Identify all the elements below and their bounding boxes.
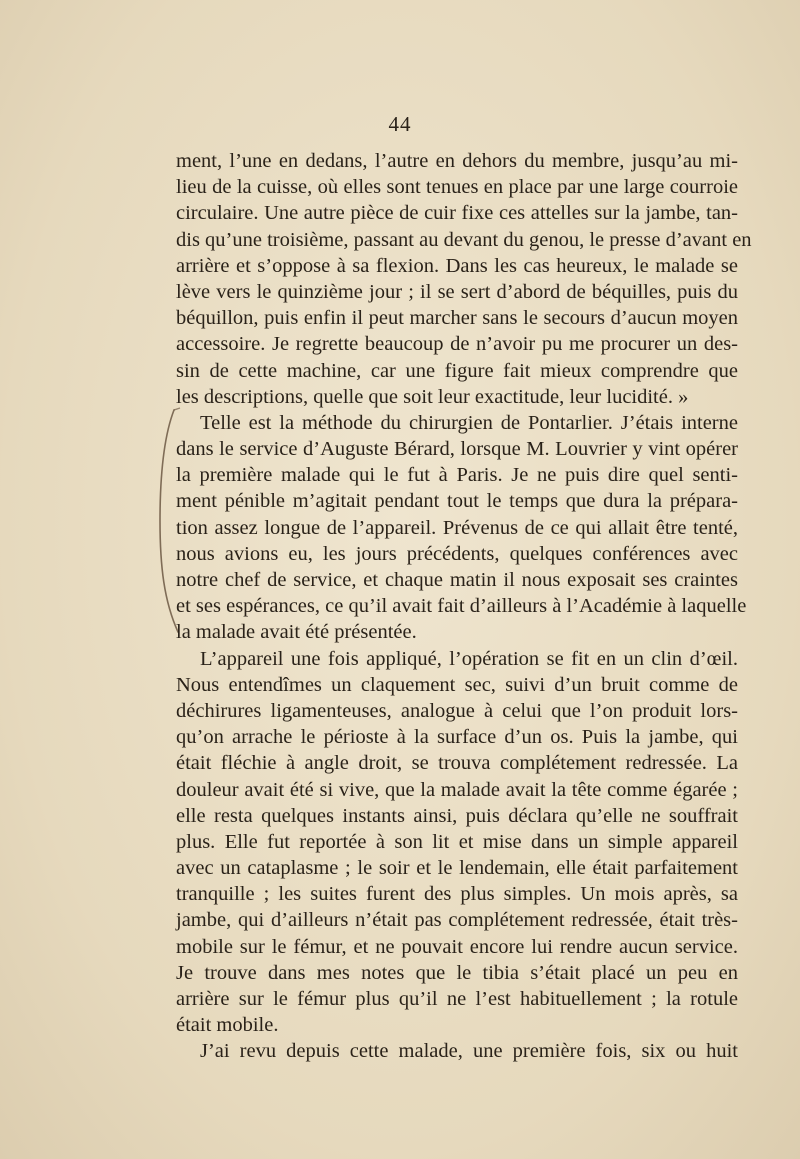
text-line: tion assez longue de l’appareil. Prévenus de ce qui allait être tenté, (176, 516, 738, 539)
text-line: arrière sur le fémur plus qu’il ne l’est habituellement ; la rotule (176, 988, 738, 1010)
text-line: était fléchie à angle droit, se trouva complétement redressée. La (176, 752, 738, 775)
text-line: Telle est la méthode du chirurgien de Pontarlier. J’étais interne (200, 411, 738, 434)
text-line: avec un cataplasme ; le soir et le lendemain, elle était parfaitement (176, 857, 738, 880)
text-line: la malade avait été présentée. (176, 621, 417, 644)
text-line: Nous entendîmes un claquement sec, suivi d’un bruit comme de (176, 673, 738, 696)
text-line: J’ai revu depuis cette malade, une première fois, six ou huit (200, 1040, 738, 1063)
text-line: douleur avait été si vive, que la malade avait la tête comme égarée ; (176, 778, 738, 801)
text-line: était mobile. (176, 1014, 279, 1037)
text-line: elle resta quelques instants ainsi, puis déclara qu’elle ne souffrait (176, 804, 738, 827)
text-line: jambe, qui d’ailleurs n’était pas complétement redressée, était très- (176, 909, 738, 932)
text-line: ment, l’une en dedans, l’autre en dehors du membre, jusqu’au mi- (176, 150, 738, 172)
text-line: mobile sur le fémur, et ne pouvait encore lui rendre aucun service. (176, 935, 738, 958)
text-line: notre chef de service, et chaque matin il nous exposait ses craintes (176, 569, 738, 591)
text-line: L’appareil une fois appliqué, l’opération se fit en un clin d’œil. (200, 647, 738, 670)
text-line: les descriptions, quelle que soit leur exactitude, leur lucidité. » (176, 385, 689, 408)
text-line: accessoire. Je regrette beaucoup de n’avoir pu me procurer un des- (176, 333, 738, 356)
text-line: plus. Elle fut reportée à son lit et mise dans un simple appareil (176, 830, 738, 853)
text-line: déchirures ligamenteuses, analogue à celui que l’on produit lors- (176, 699, 738, 722)
text-line: béquillon, puis enfin il peut marcher sans le secours d’aucun moyen (176, 307, 738, 330)
text-line: et ses espérances, ce qu’il avait fait d’ailleurs à l’Académie à laquelle (176, 595, 747, 618)
text-line: lieu de la cuisse, où elles sont tenues en place par une large courroie (176, 176, 738, 199)
text-line: dans le service d’Auguste Bérard, lorsque M. Louvrier y vint opérer (176, 438, 738, 461)
text-line: ment pénible m’agitait pendant tout le temps que dura la prépara- (176, 490, 738, 513)
text-line: Je trouve dans mes notes que le tibia s’était placé un peu en (176, 961, 738, 984)
text-line: qu’on arrache le périoste à la surface d’un os. Puis la jambe, qui (176, 726, 738, 749)
text-line: lève vers le quinzième jour ; il se sert d’abord de béquilles, puis du (176, 280, 738, 303)
text-line: arrière et s’oppose à sa flexion. Dans les cas heureux, le malade se (176, 254, 738, 277)
text-line: sin de cette machine, car une figure fait mieux comprendre que (176, 359, 738, 382)
body-text (176, 148, 752, 1065)
text-line: la première malade qui le fut à Paris. Je ne puis dire quel senti- (176, 464, 738, 487)
text-line: circulaire. Une autre pièce de cuir fixe ces attelles sur la jambe, tan- (176, 202, 738, 225)
text-line: nous avions eu, les jours précédents, quelques conférences avec (176, 542, 738, 565)
text-line: dis qu’une troisième, passant au devant du genou, le presse d’avant en (176, 228, 752, 251)
page-number: 44 (388, 112, 412, 136)
text-line: tranquille ; les suites furent des plus simples. Un mois après, sa (176, 883, 738, 906)
